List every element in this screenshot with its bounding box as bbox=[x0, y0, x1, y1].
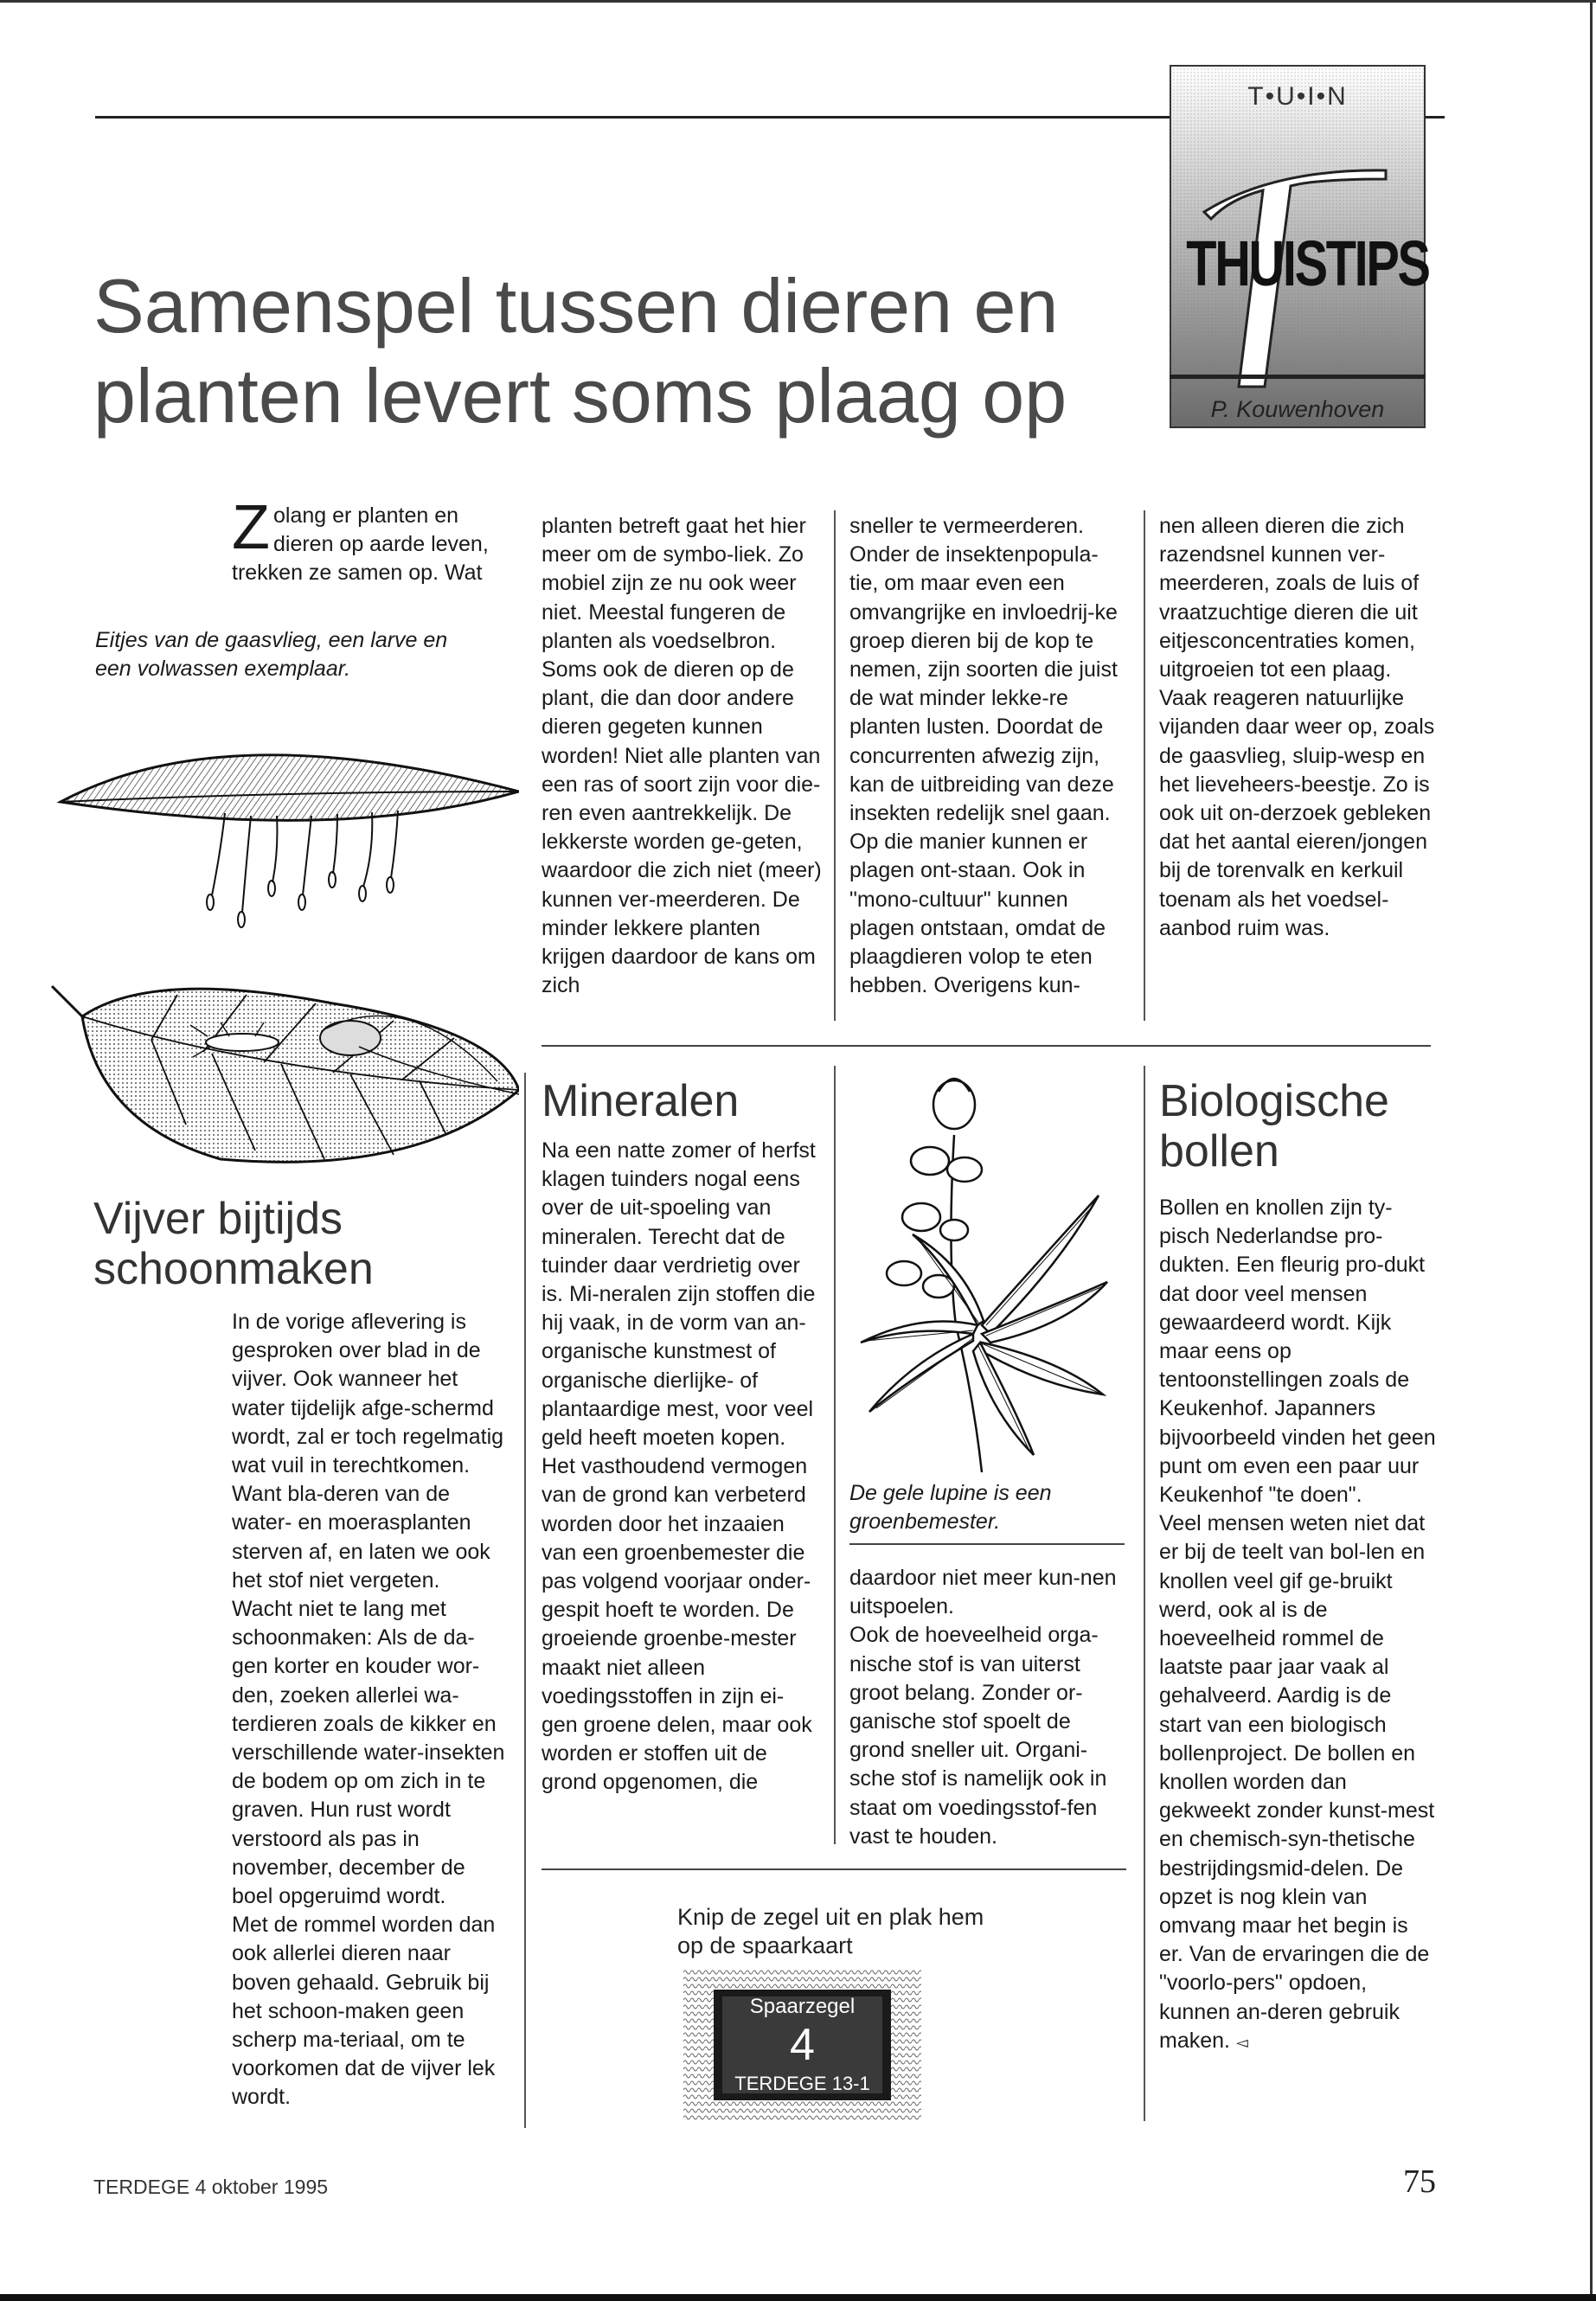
stamp-instruction: Knip de zegel uit en plak hem op de spaarkaart bbox=[677, 1904, 984, 1958]
logo-label: T•U•I•N bbox=[1247, 82, 1348, 111]
bollen-p2-text: Veel mensen weten niet dat er bij de teelt van bol-len en knollen veel gif ge-bruikt werd, ook al is de hoeveelheid rommel de laatste paar jaar vaak al gehalveerd. Aardig is de start van een biologisch bollenproject. De bollen en knollen worden dan gekweekt zonder kunst-mest en chemisch-syn-thetische bestrijdingsmid-delen. De opzet is nog klein van omvang maar het begin is er. Van de ervaringen die de "voorlo-pers" opdoen, kunnen an-deren gebruik maken. bbox=[1159, 1511, 1435, 2053]
paragraph: daardoor niet meer kun-nen uitspoelen. bbox=[849, 1566, 1117, 1619]
title-line-1: Samenspel tussen dieren en bbox=[93, 263, 1059, 349]
intro-lead bbox=[232, 493, 509, 588]
title-line-2: planten levert soms plaag op bbox=[93, 353, 1067, 439]
paragraph: Ook de hoeveelheid orga-nische stof is van uiterst groot belang. Zonder or-ganische stof spoelt de grond sneller uit. Organi-sche stof is namelijk ook in staat om voedingsstof-fen vast te houden. bbox=[849, 1623, 1107, 1849]
stamp-number: 4 bbox=[790, 2020, 815, 2070]
column-divider bbox=[524, 1073, 526, 2128]
section-rule bbox=[542, 1045, 1431, 1047]
bollen-body bbox=[1159, 1194, 1436, 2057]
stamp-code: TERDEGE 13-1 bbox=[734, 2073, 870, 2094]
mineralen-column-a: Na een natte zomer of herfst klagen tuinders nogal eens over de uit-spoeling van mineralen. Terecht dat de tuinder daar verdrietig over is. Mi-neralen zijn stoffen die hij vaak, in de vorm van an-organische kunstmest of organische dierlijke- of plantaardige mest, voor veel geld heeft moeten kopen. Het vasthoudend vermogen van de grond kan verbeterd worden door het inzaaien van een groenbemester die pas volgend voorjaar onder-gespit hoeft te worden. De groeiende groenbe-mester maakt niet alleen voedingsstoffen in zijn ei-gen groene delen, maar ook worden er stoffen uit de grond opgenomen, die bbox=[542, 1138, 816, 1795]
caption-rule bbox=[849, 1543, 1125, 1545]
paragraph: Vaak reageren natuurlijke vijanden daar weer op, zoals de gaasvlieg, sluip-wesp en het lieveheers-beestje. Zo is ook uit on-derzoek gebleken dat het aantal eieren/jongen bij de torenvalk en kerkuil toenam als het voedsel-aanbod ruim was. bbox=[1159, 686, 1435, 940]
paragraph: Met de rommel worden dan ook allerlei dieren naar boven gehaald. Gebruik bij het schoon-maken geen scherp ma-teriaal, om te voorkomen dat de vijver lek wordt. bbox=[232, 1913, 496, 2110]
bollen-heading: Biologische bollen bbox=[1159, 1076, 1389, 1176]
page-top-border bbox=[0, 0, 1596, 3]
mineralen-column-b bbox=[849, 1564, 1126, 1851]
drop-cap: Z bbox=[232, 493, 270, 562]
paragraph bbox=[1159, 1509, 1436, 2057]
page-right-border bbox=[1590, 0, 1593, 2301]
paragraph: In de vorige aflevering is gesproken over blad in de vijver. Ook wanneer het water tijdelijk afge-schermd wordt, zal er toch regelmatig wat vuil in terechtkomen. Want bla-deren van de water- en moerasplanten sterven af, en laten we ook het stof niet vergeten. bbox=[232, 1310, 504, 1593]
vijver-body bbox=[232, 1308, 509, 2112]
intro-lead-text: olang er planten en dieren op aarde leven, trekken ze samen op. Wat bbox=[232, 503, 489, 586]
column-divider bbox=[1144, 510, 1145, 1021]
page-title bbox=[93, 261, 1166, 441]
page-bottom-border bbox=[0, 2294, 1596, 2301]
logo-brand: THUISTIPS bbox=[1186, 228, 1429, 299]
lupine-caption: De gele lupine is een groenbemester. bbox=[849, 1481, 1052, 1534]
end-mark-icon: ◅ bbox=[1235, 2033, 1248, 2051]
paragraph: Wacht niet te lang met schoonmaken: Als de da-gen korter en kouder wor-den, zoeken allerlei wa-terdieren zoals de kikker en verschillende water-insekten de bodem op om zich in te graven. Hun rust wordt verstoord als pas in november, december de boel opgeruimd wordt. bbox=[232, 1597, 505, 1909]
vijver-heading: Vijver bijtijds schoonmaken bbox=[93, 1194, 374, 1294]
leaf-with-eggs-illustration bbox=[52, 705, 519, 947]
intro-column-2: planten betreft gaat het hier meer om de symbo-liek. Zo mobiel zijn ze nu ook weer niet. Meestal fungeren de planten als voedselbron. Soms ook de dieren op de plant, die dan door andere dieren gegeten kunnen worden! Niet alle planten van een ras of soort zijn voor die-ren even aantrekkelijk. De lekkerste worden ge-geten, waardoor die zich niet (meer) kunnen ver-meerderen. De minder lekkere planten krijgen daardoor de kans om zich bbox=[542, 514, 822, 998]
savings-stamp[interactable] bbox=[683, 1969, 921, 2120]
intro-column-4 bbox=[1159, 512, 1436, 943]
column-divider bbox=[1144, 1066, 1145, 2121]
intro-column-3: sneller te vermeerderen. Onder de insektenpopula-tie, om maar even een omvangrijke en invloedrij-ke groep dieren bij de kop te nemen, zijn soorten die juist de wat minder lekke-re planten lusten. Doordat de concurrenten afwezig zijn, kan de uitbreiding van deze insekten redelijk snel gaan. Op die manier kunnen er plagen ont-staan. Ook in "mono-cultuur" kunnen plagen ontstaan, omdat de plaagdieren volop te eten hebben. Overigens kun- bbox=[849, 514, 1118, 998]
paragraph: nen alleen dieren die zich razendsnel kunnen ver-meerderen, zoals de luis of vraatzuchtige dieren die uit eitjesconcentraties komen, uitgroeien tot een plaag. bbox=[1159, 514, 1420, 683]
mineralen-heading: Mineralen bbox=[542, 1076, 740, 1126]
author: P. Kouwenhoven bbox=[1210, 396, 1385, 422]
leaf-larva-adult-illustration bbox=[48, 977, 519, 1185]
lupine-illustration bbox=[852, 1066, 1112, 1481]
page-number: 75 bbox=[1403, 2163, 1436, 2200]
lacewing-caption: Eitjes van de gaasvlieg, een larve en een volwassen exemplaar. bbox=[95, 628, 448, 681]
column-divider bbox=[834, 510, 836, 1021]
section-rule bbox=[542, 1868, 1126, 1870]
paragraph: Bollen en knollen zijn ty-pisch Nederlandse pro-dukten. Een fleurig pro-dukt dat door veel mensen gewaardeerd wordt. Kijk maar eens op tentoonstellingen zoals de Keukenhof. Japanners bijvoorbeeld vinden het geen punt om even een paar uur Keukenhof "te doen". bbox=[1159, 1195, 1436, 1508]
column-divider bbox=[834, 1066, 836, 1844]
publication-info: TERDEGE 4 oktober 1995 bbox=[93, 2176, 329, 2198]
stamp-label: Spaarzegel bbox=[749, 1995, 856, 2018]
